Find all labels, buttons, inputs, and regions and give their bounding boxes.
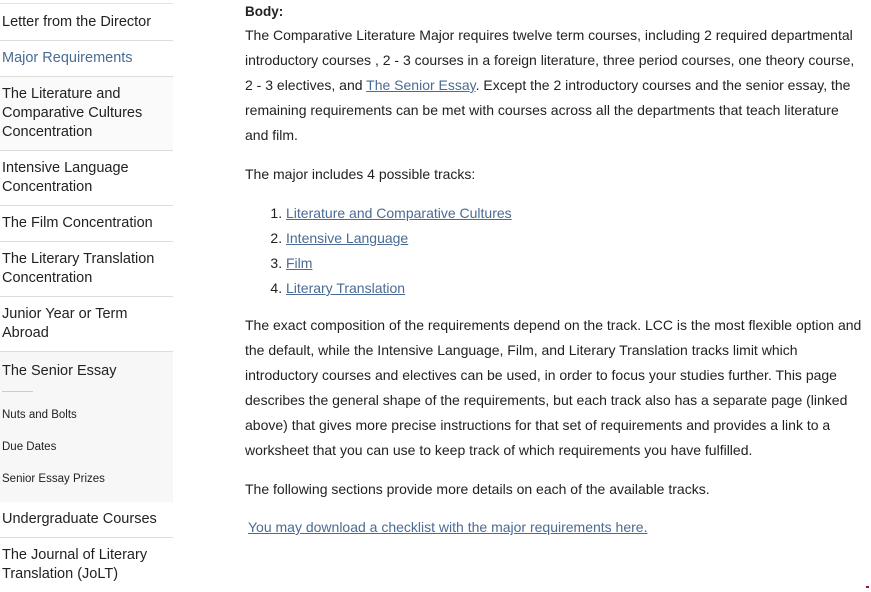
- body-label: Body:: [245, 4, 284, 19]
- sidebar-subitem-senior-essay-prizes[interactable]: Senior Essay Prizes: [2, 473, 105, 485]
- sidebar-item-major-requirements[interactable]: Major Requirements: [0, 40, 173, 76]
- track-item: [286, 201, 865, 226]
- sidebar-item-letter-from-director[interactable]: Letter from the Director: [0, 3, 173, 40]
- track-link-film[interactable]: Film: [286, 255, 313, 271]
- sidebar-item-literary-translation[interactable]: The Literary Translation Concentration: [0, 241, 173, 296]
- track-item: [286, 226, 865, 251]
- sidebar-group-senior-essay: [0, 351, 173, 502]
- track-link-intensive-language[interactable]: Intensive Language: [286, 230, 409, 246]
- sidebar-item-film-concentration[interactable]: The Film Concentration: [0, 205, 173, 241]
- checklist-paragraph: [245, 515, 865, 540]
- sidebar-item-senior-essay[interactable]: The Senior Essay: [2, 363, 117, 379]
- composition-paragraph: The exact composition of the requirements depend on the track. LCC is the most flexible option and the default, while the Intensive Language, Film, and Literary Translation tracks limit which introductory courses and electives can be used, in order to focus your studies further. This page describes the general shape of the requirements, but each track also has a separate page (linked above) that gives more precise instructions for that set of requirements and provides a link to a worksheet that you can use to keep track of which requirements you have fulfilled.: [245, 317, 862, 458]
- tracks-intro: The major includes 4 possible tracks:: [245, 166, 476, 182]
- intro-text-before: The Comparative Literature Major requires twelve term courses, including 2 required departmental introductory courses , 2 - 3 courses in a foreign literature, three period courses, one theory course, 2 - 3 electives, and: [245, 27, 855, 93]
- sidebar-subitem-nuts-and-bolts[interactable]: Nuts and Bolts: [2, 409, 77, 421]
- checklist-download-link[interactable]: You may download a checklist with the major requirements here.: [248, 519, 648, 535]
- senior-essay-link[interactable]: The Senior Essay: [366, 77, 476, 93]
- track-link-lcc[interactable]: Literature and Comparative Cultures: [286, 205, 512, 221]
- track-link-literary-translation[interactable]: Literary Translation: [286, 280, 406, 296]
- sidebar-nav: [0, 0, 173, 592]
- sidebar-item-undergraduate-courses[interactable]: Undergraduate Courses: [2, 511, 157, 527]
- sidebar-item-intensive-language[interactable]: Intensive Language Concentration: [0, 150, 173, 205]
- following-sections-text: The following sections provide more details on each of the available tracks.: [245, 481, 710, 497]
- intro-paragraph: [245, 23, 865, 148]
- sidebar-item-lcc-concentration[interactable]: The Literature and Comparative Cultures Concentration: [0, 76, 173, 150]
- track-item: [286, 276, 865, 301]
- track-item: [286, 251, 865, 276]
- intro-text-after: . Except the 2 introductory courses and the senior essay, the remaining requirements can be met with courses across all the departments that teach literature and film.: [245, 77, 851, 143]
- tracks-list: [245, 201, 865, 301]
- main-content: [245, 0, 865, 540]
- sidebar-item-jolt[interactable]: The Journal of Literary Translation (JoLT): [0, 537, 173, 592]
- sidebar-subitem-due-dates[interactable]: Due Dates: [2, 441, 57, 453]
- sidebar-item-junior-year-abroad[interactable]: Junior Year or Term Abroad: [0, 296, 173, 351]
- corner-mark: [866, 586, 869, 588]
